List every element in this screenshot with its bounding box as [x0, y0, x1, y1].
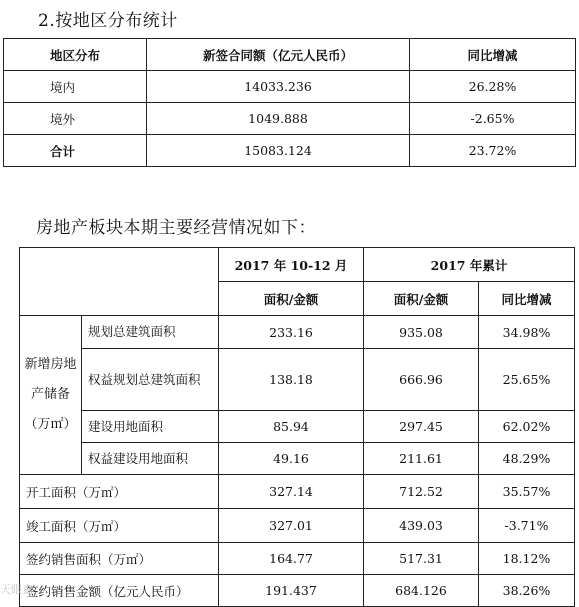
region-name: 境内: [4, 71, 147, 103]
header-contract-amount: 新签合同额（亿元人民币）: [147, 39, 410, 71]
row-label: 权益规划总建筑面积: [82, 349, 219, 411]
table-header-row: [4, 39, 576, 71]
yoy-change: -2.65%: [410, 103, 576, 135]
value-yoy: -3.71%: [479, 509, 575, 543]
table-row: [20, 575, 575, 607]
value-ytd: 935.08: [364, 316, 479, 349]
watermark-logo: 天眼查: [0, 583, 33, 596]
value-ytd: 211.61: [364, 443, 479, 475]
value-q4: 49.16: [219, 443, 364, 475]
subheader-area-q4: 面积/金额: [219, 282, 364, 316]
value-ytd: 439.03: [364, 509, 479, 543]
row-label: 权益建设用地面积: [82, 443, 219, 475]
row-label: 开工面积（万㎡）: [20, 475, 219, 509]
row-label: 签约销售面积（万㎡）: [20, 543, 219, 575]
value-yoy: 18.12%: [479, 543, 575, 575]
section-title-real-estate: 房地产板块本期主要经营情况如下：: [36, 218, 316, 238]
header-period-q4: 2017 年 10-12 月: [219, 248, 364, 282]
table-row: [20, 443, 575, 475]
table-header-row: [20, 248, 575, 282]
table-row: [4, 103, 576, 135]
total-amount: 15083.124: [147, 135, 410, 167]
region-name: 境外: [4, 103, 147, 135]
table-row: [20, 509, 575, 543]
value-q4: 138.18: [219, 349, 364, 411]
value-yoy: 35.57%: [479, 475, 575, 509]
total-label: 合计: [4, 135, 147, 167]
value-yoy: 34.98%: [479, 316, 575, 349]
table-row: [20, 543, 575, 575]
header-yoy: 同比增减: [410, 39, 576, 71]
region-contract-table: [3, 38, 576, 167]
value-ytd: 666.96: [364, 349, 479, 411]
value-q4: 191.437: [219, 575, 364, 607]
total-yoy: 23.72%: [410, 135, 576, 167]
real-estate-operations-table: [19, 247, 575, 607]
table-row: [4, 71, 576, 103]
value-q4: 327.14: [219, 475, 364, 509]
header-blank: [20, 248, 219, 316]
value-yoy: 25.65%: [479, 349, 575, 411]
contract-amount: 1049.888: [147, 103, 410, 135]
subheader-yoy: 同比增减: [479, 282, 575, 316]
value-yoy: 62.02%: [479, 411, 575, 443]
row-label: 竣工面积（万㎡）: [20, 509, 219, 543]
row-label: 规划总建筑面积: [82, 316, 219, 349]
table-row: [20, 411, 575, 443]
value-yoy: 48.29%: [479, 443, 575, 475]
header-region: 地区分布: [4, 39, 147, 71]
value-ytd: 684.126: [364, 575, 479, 607]
value-ytd: 712.52: [364, 475, 479, 509]
row-label: 签约销售金额（亿元人民币）: [20, 575, 219, 607]
table-total-row: [4, 135, 576, 167]
header-period-ytd: 2017 年累计: [364, 248, 575, 282]
row-label: 建设用地面积: [82, 411, 219, 443]
section-title-region: 2.按地区分布统计: [38, 11, 178, 31]
table-row: [20, 475, 575, 509]
value-q4: 85.94: [219, 411, 364, 443]
value-ytd: 297.45: [364, 411, 479, 443]
value-q4: 233.16: [219, 316, 364, 349]
contract-amount: 14033.236: [147, 71, 410, 103]
yoy-change: 26.28%: [410, 71, 576, 103]
value-yoy: 38.26%: [479, 575, 575, 607]
value-ytd: 517.31: [364, 543, 479, 575]
group-label-new-reserve: 新增房地产储备（万㎡）: [20, 316, 82, 475]
value-q4: 164.77: [219, 543, 364, 575]
subheader-area-ytd: 面积/金额: [364, 282, 479, 316]
table-row: [20, 349, 575, 411]
table-row: [20, 316, 575, 349]
value-q4: 327.01: [219, 509, 364, 543]
